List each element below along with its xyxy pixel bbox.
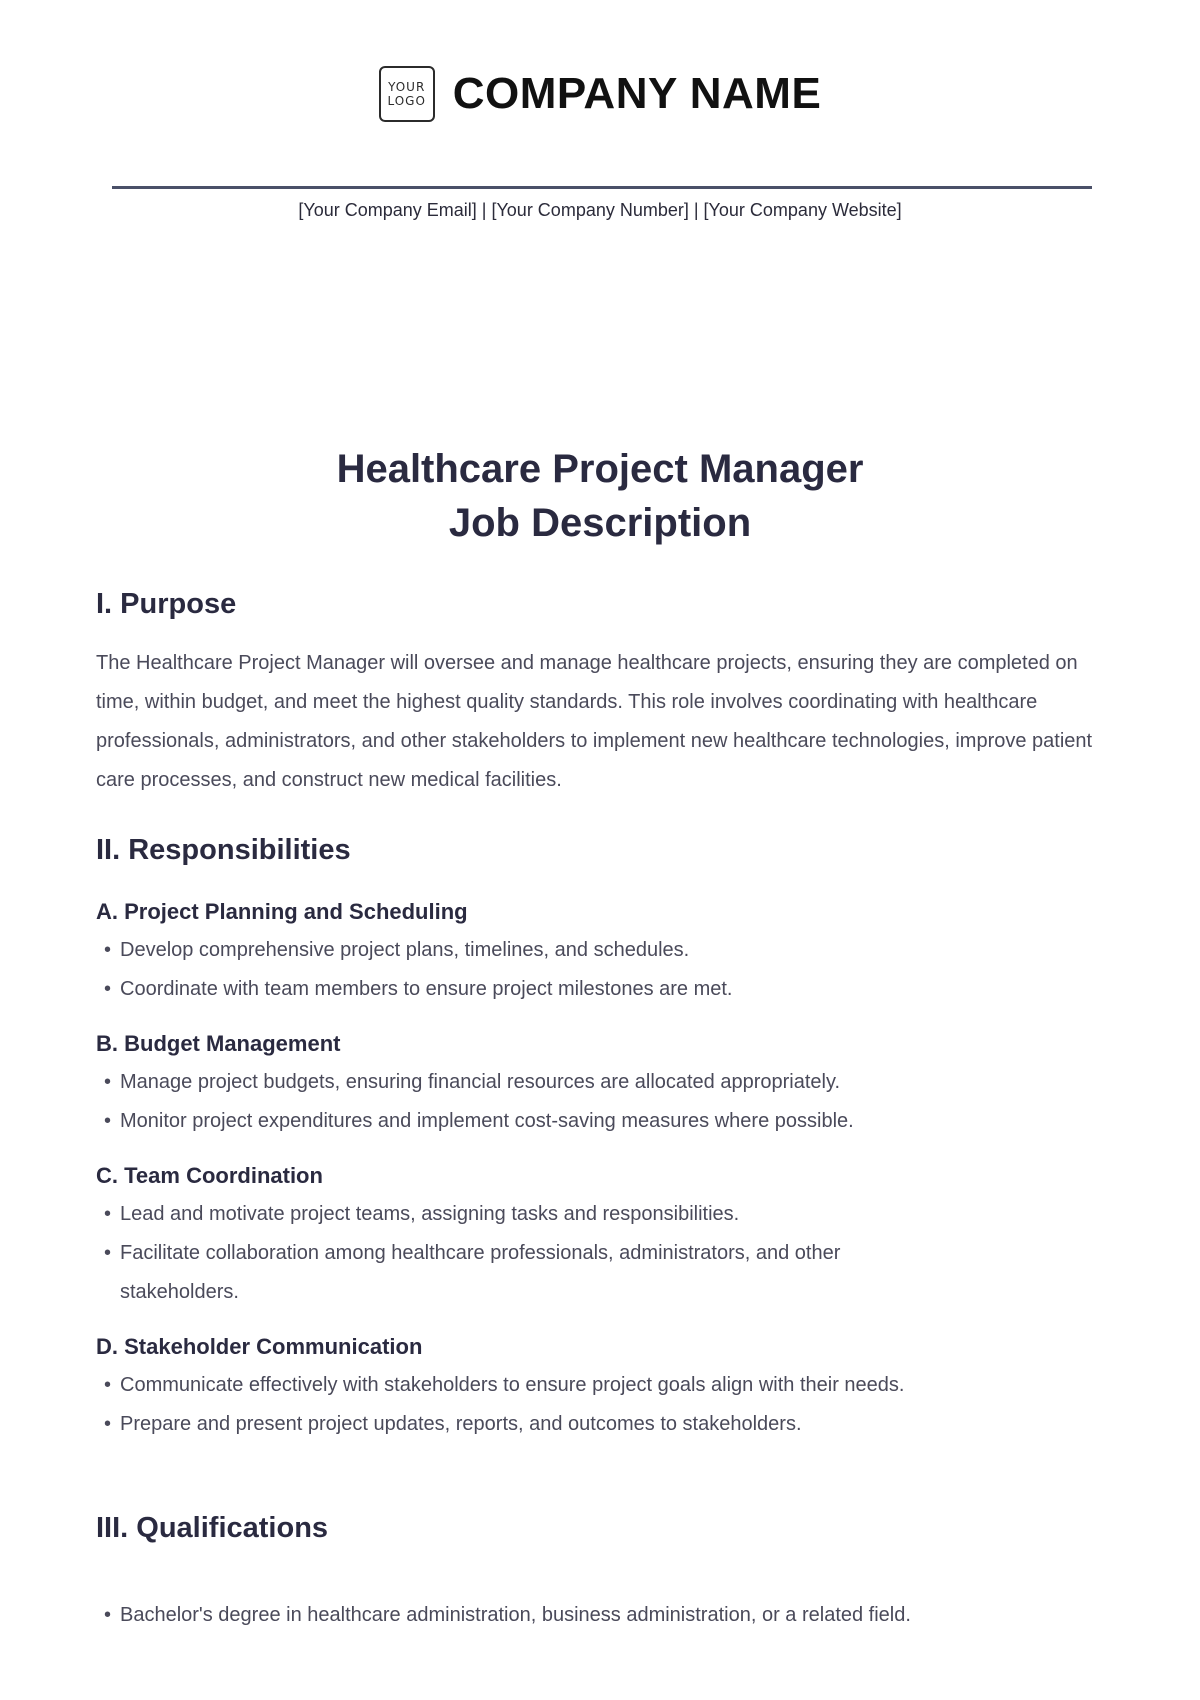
bullet-list <box>96 1596 1106 1635</box>
list-item: • Manage project budgets, ensuring financial resources are allocated appropriately. <box>96 1063 1106 1102</box>
company-logo <box>379 66 435 122</box>
document-title-line1: Healthcare Project Manager <box>336 447 864 491</box>
company-contact-line: [Your Company Email] | [Your Company Number] | [Your Company Website] <box>298 200 902 220</box>
purpose-section <box>96 584 1106 800</box>
qualifications-section <box>96 1508 1106 1635</box>
subsection-heading: A. Project Planning and Scheduling <box>96 899 468 924</box>
header-divider <box>112 186 1092 189</box>
company-name: COMPANY NAME <box>452 69 822 118</box>
bullet-list <box>96 1195 1106 1312</box>
logo-text-line2: LOGO <box>387 94 426 108</box>
letterhead <box>0 66 1200 122</box>
bullet-list <box>96 1063 1106 1141</box>
responsibilities-heading: II. Responsibilities <box>96 834 351 866</box>
qualifications-heading: III. Qualifications <box>96 1512 329 1544</box>
responsibility-subsection <box>96 1332 1106 1444</box>
subsection-heading: D. Stakeholder Communication <box>96 1334 423 1359</box>
responsibilities-section <box>96 830 1106 1444</box>
list-item: • Coordinate with team members to ensure project milestones are met. <box>96 970 1106 1009</box>
subsection-heading: B. Budget Management <box>96 1031 341 1056</box>
list-item: • Bachelor's degree in healthcare administration, business administration, or a related field. <box>96 1596 1106 1635</box>
bullet-list <box>96 931 1106 1009</box>
responsibility-subsection <box>96 1161 1106 1312</box>
document-title-line2: Job Description <box>448 501 752 545</box>
list-item: • Prepare and present project updates, reports, and outcomes to stakeholders. <box>96 1405 1106 1444</box>
list-item: • Develop comprehensive project plans, timelines, and schedules. <box>96 931 1106 970</box>
subsection-heading: C. Team Coordination <box>96 1163 323 1188</box>
responsibility-subsection <box>96 1029 1106 1141</box>
list-item: • Communicate effectively with stakeholders to ensure project goals align with their needs. <box>96 1366 1106 1405</box>
list-item: • Lead and motivate project teams, assigning tasks and responsibilities. <box>96 1195 1106 1234</box>
list-item: • Facilitate collaboration among healthcare professionals, administrators, and other stakeholders. <box>96 1234 1106 1312</box>
purpose-heading: I. Purpose <box>96 588 237 620</box>
purpose-text: The Healthcare Project Manager will oversee and manage healthcare projects, ensuring they are completed on time, within budget, and meet the highest quality standards. This role involves coordinating with healthcare professionals, administrators, and other stakeholders to implement new healthcare technologies, improve patient care processes, and construct new medical facilities. <box>96 652 1093 791</box>
document-body <box>96 584 1106 1635</box>
document-title <box>0 442 1200 550</box>
list-item: • Monitor project expenditures and implement cost-saving measures where possible. <box>96 1102 1106 1141</box>
logo-text-line1: YOUR <box>388 80 426 94</box>
bullet-list <box>96 1366 1106 1444</box>
responsibility-subsection <box>96 897 1106 1009</box>
